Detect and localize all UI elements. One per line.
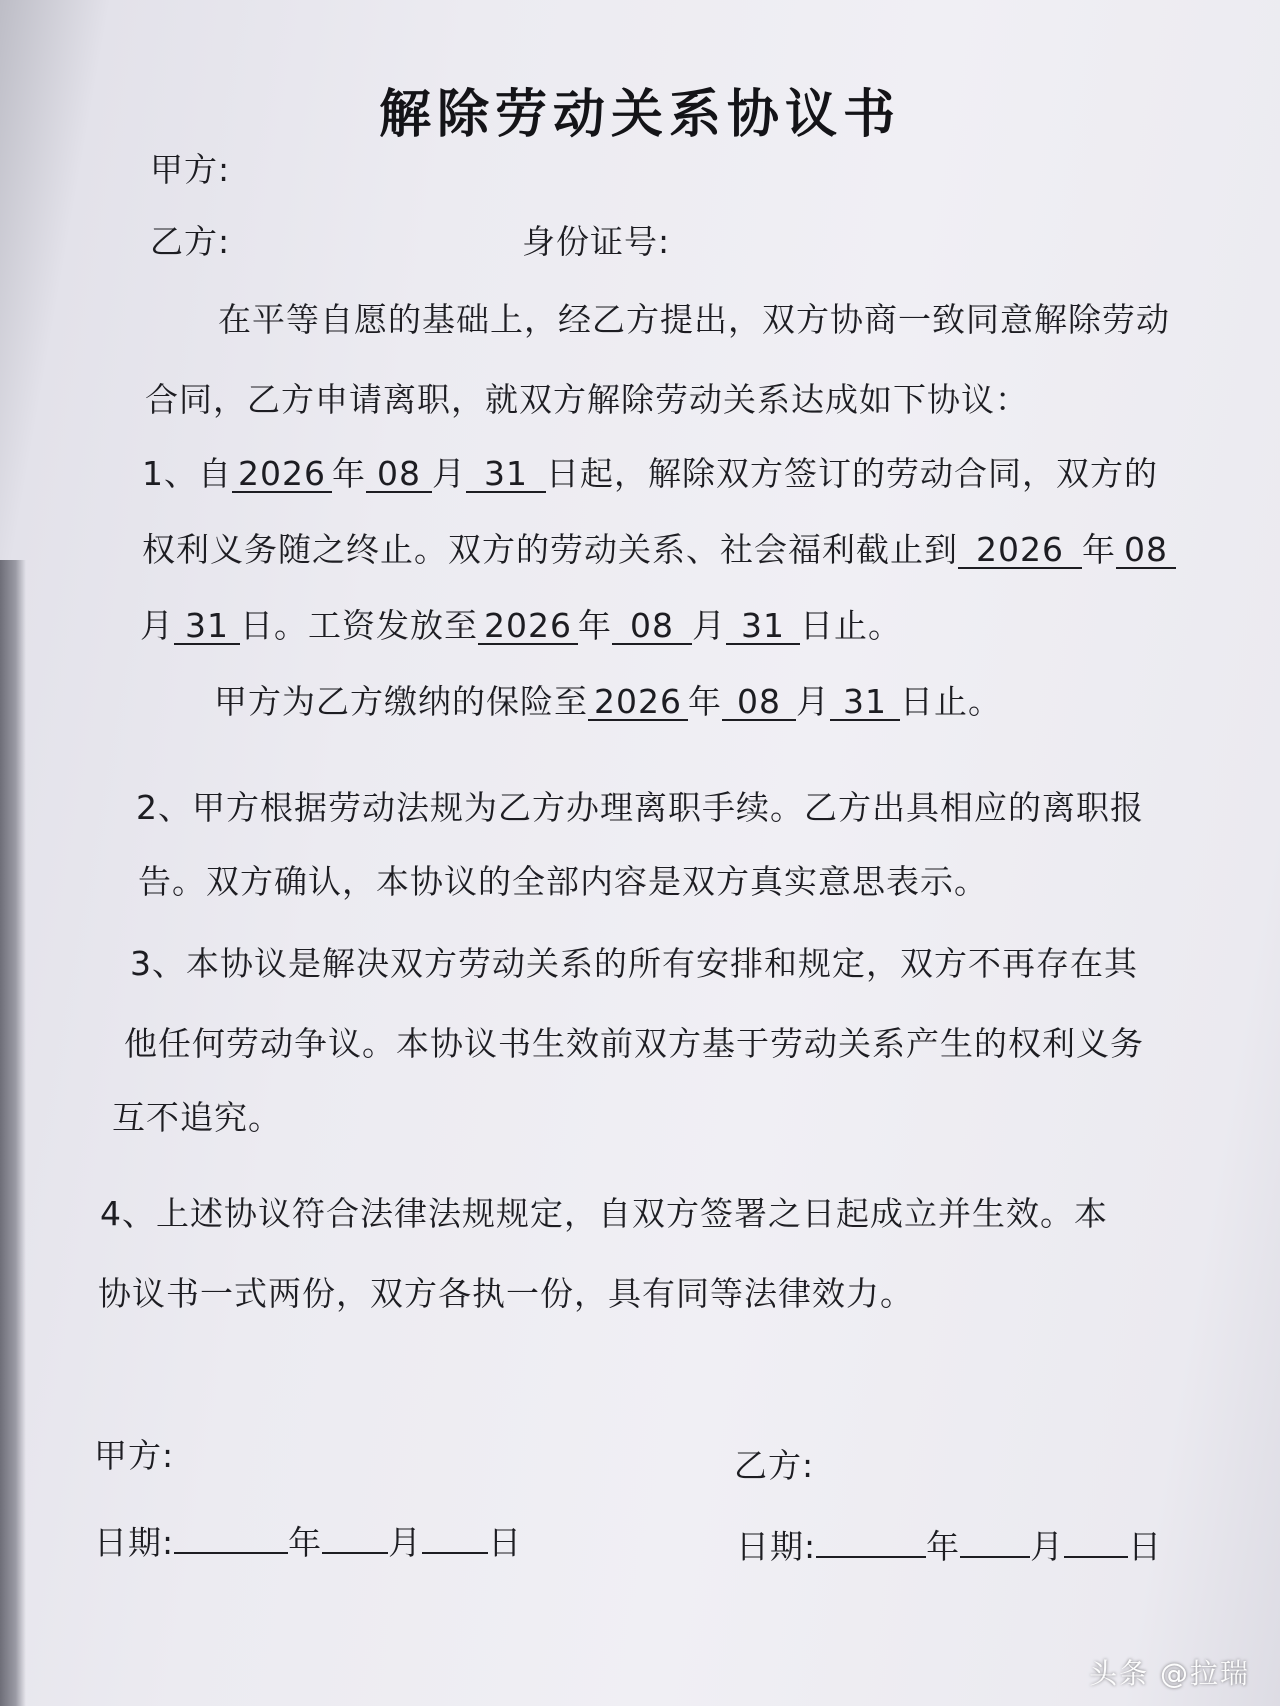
month-blank-2: 08 [1116, 533, 1176, 569]
signature-date-a [94, 1522, 522, 1563]
insurance-text: 甲方为乙方缴纳的保险至 [214, 682, 588, 721]
page-edge-shadow [0, 560, 26, 1706]
clause-3-line-1: 3、本协议是解决双方劳动关系的所有安排和规定，双方不再存在其 [130, 944, 1138, 983]
month-blank-1: 08 [366, 457, 432, 493]
year-unit: 年 [688, 682, 722, 721]
date-label: 日期: [736, 1527, 817, 1566]
date-month-blank [960, 1526, 1030, 1558]
wage-text: 日。工资发放至 [240, 606, 478, 645]
month-blank-4: 08 [722, 685, 796, 721]
clause-1-text: 权利义务随之终止。双方的劳动关系、社会福利截止到 [142, 530, 958, 569]
party-a-label: 甲方: [150, 150, 231, 189]
day-blank-4: 31 [830, 685, 900, 721]
year-unit: 年 [332, 454, 366, 493]
clause-1-prefix: 1、自 [142, 454, 232, 493]
signature-date-b [736, 1526, 1162, 1567]
clause-3-line-3: 互不追究。 [112, 1098, 282, 1137]
month-unit: 月 [692, 606, 726, 645]
clause-2-line-1: 2、甲方根据劳动法规为乙方办理离职手续。乙方出具相应的离职报 [136, 788, 1144, 827]
clause-3-line-2: 他任何劳动争议。本协议书生效前双方基于劳动关系产生的权利义务 [124, 1024, 1144, 1063]
year-blank-2: 2026 [958, 533, 1082, 569]
year-unit: 年 [926, 1527, 961, 1566]
intro-line-1: 在平等自愿的基础上，经乙方提出，双方协商一致同意解除劳动 [218, 300, 1170, 339]
clause-2-line-2: 告。双方确认，本协议的全部内容是双方真实意思表示。 [138, 862, 988, 901]
clause-1-line-2 [142, 530, 1176, 570]
day-blank-1: 31 [466, 457, 546, 493]
intro-line-2: 合同，乙方申请离职，就双方解除劳动关系达成如下协议： [145, 380, 1029, 419]
year-unit: 年 [1082, 530, 1116, 569]
document-title: 解除劳动关系协议书 [378, 84, 901, 145]
stop-text: 日止。 [800, 606, 902, 645]
signature-party-b: 乙方: [734, 1446, 815, 1485]
watermark: 头条 @拉瑞 [1089, 1657, 1250, 1690]
month-blank-3: 08 [612, 609, 692, 645]
signature-party-a: 甲方: [94, 1436, 175, 1475]
clause-1-suffix: 日起，解除双方签订的劳动合同，双方的 [546, 454, 1158, 493]
clause-4-line-2: 协议书一式两份，双方各执一份，具有同等法律效力。 [98, 1274, 914, 1313]
month-unit: 月 [432, 454, 466, 493]
year-unit: 年 [578, 606, 612, 645]
id-number-label: 身份证号: [522, 222, 671, 261]
month-unit: 月 [388, 1523, 423, 1562]
day-blank-3: 31 [726, 609, 800, 645]
month-unit: 月 [140, 606, 174, 645]
stop-text: 日止。 [900, 682, 1002, 721]
date-day-blank [422, 1522, 488, 1554]
year-unit: 年 [288, 1523, 323, 1562]
clause-1-line-3 [140, 606, 902, 646]
year-blank-4: 2026 [588, 685, 688, 721]
year-blank-3: 2026 [478, 609, 578, 645]
date-month-blank [322, 1522, 388, 1554]
day-unit: 日 [488, 1523, 523, 1562]
date-year-blank [174, 1522, 288, 1554]
month-unit: 月 [1030, 1527, 1065, 1566]
insurance-line [214, 682, 1002, 722]
date-label: 日期: [94, 1523, 175, 1562]
day-unit: 日 [1128, 1527, 1163, 1566]
month-unit: 月 [796, 682, 830, 721]
party-b-label: 乙方: [150, 222, 231, 261]
day-blank-2: 31 [174, 609, 240, 645]
year-blank-1: 2026 [232, 457, 332, 493]
date-day-blank [1064, 1526, 1128, 1558]
date-year-blank [816, 1526, 926, 1558]
clause-1-line-1 [142, 454, 1158, 494]
clause-4-line-1: 4、上述协议符合法律法规规定，自双方签署之日起成立并生效。本 [100, 1194, 1108, 1233]
